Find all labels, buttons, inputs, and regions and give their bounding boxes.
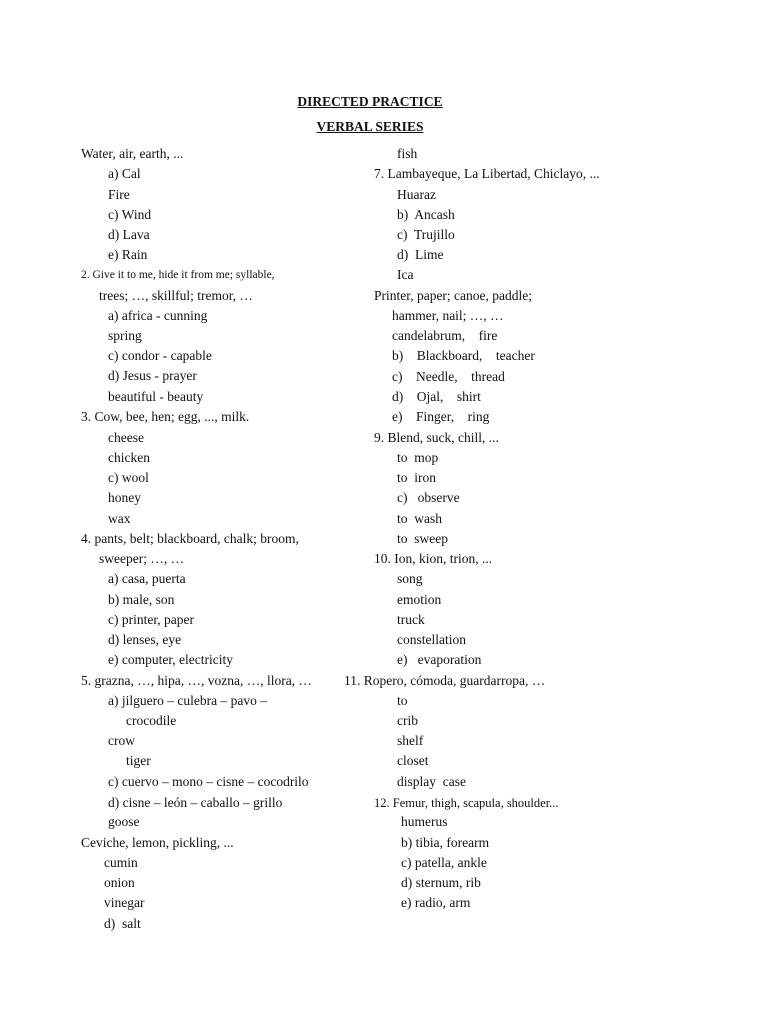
left-column-line: a) africa - cunning bbox=[108, 308, 208, 323]
right-column-line: constellation bbox=[397, 632, 466, 647]
right-column-line: 12. Femur, thigh, scapula, shoulder... bbox=[374, 796, 559, 810]
left-column-line: Fire bbox=[108, 187, 130, 202]
right-column-line: 11. Ropero, cómoda, guardarropa, … bbox=[344, 673, 546, 688]
right-column-line: e) evaporation bbox=[397, 652, 482, 667]
left-column-line: c) printer, paper bbox=[108, 612, 195, 627]
left-column-line: c) cuervo – mono – cisne – cocodrilo bbox=[108, 774, 309, 789]
right-column-line: b) Blackboard, teacher bbox=[392, 348, 535, 363]
right-column-line: d) Lime bbox=[397, 247, 444, 262]
left-column-line: c) condor - capable bbox=[108, 348, 212, 363]
left-column-line: b) male, son bbox=[108, 592, 175, 607]
right-column-line: d) sternum, rib bbox=[401, 875, 481, 890]
left-column-line: a) Cal bbox=[108, 166, 141, 181]
right-column-line: closet bbox=[397, 753, 429, 768]
left-column-line: c) Wind bbox=[108, 207, 152, 222]
right-column-line: candelabrum, fire bbox=[392, 328, 498, 343]
left-column-line: d) Lava bbox=[108, 227, 150, 242]
left-column-line: cheese bbox=[108, 430, 144, 445]
left-column-line: 2. Give it to me, hide it from me; syllable, bbox=[81, 269, 275, 281]
right-column-line: c) patella, ankle bbox=[401, 855, 487, 870]
right-column-line: c) Needle, thread bbox=[392, 369, 505, 384]
left-column-line: wax bbox=[108, 511, 131, 526]
right-column-line: humerus bbox=[401, 814, 448, 829]
left-column-line: c) wool bbox=[108, 470, 149, 485]
left-column-line: Water, air, earth, ... bbox=[81, 146, 184, 161]
right-column-line: to iron bbox=[397, 470, 436, 485]
right-column-line: Huaraz bbox=[397, 187, 436, 202]
left-column-line: crow bbox=[108, 733, 135, 748]
right-column-line: b) tibia, forearm bbox=[401, 835, 490, 850]
left-column-line: d) salt bbox=[104, 916, 141, 931]
left-column-line: vinegar bbox=[104, 895, 145, 910]
left-column-line: sweeper; …, … bbox=[99, 551, 185, 566]
right-column-line: shelf bbox=[397, 733, 424, 748]
left-column-line: d) cisne – león – caballo – grillo bbox=[108, 795, 283, 810]
left-column-line: e) Rain bbox=[108, 247, 148, 262]
left-column-line: Ceviche, lemon, pickling, ... bbox=[81, 835, 234, 850]
left-column-line: 5. grazna, …, hipa, …, vozna, …, llora, … bbox=[81, 673, 312, 688]
left-column-line: chicken bbox=[108, 450, 150, 465]
left-column-line: honey bbox=[108, 490, 141, 505]
right-column-line: truck bbox=[397, 612, 425, 627]
right-column-line: to sweep bbox=[397, 531, 448, 546]
left-column-line: goose bbox=[108, 814, 140, 829]
right-column-line: to wash bbox=[397, 511, 442, 526]
left-column-line: e) computer, electricity bbox=[108, 652, 234, 667]
left-column-line: crocodile bbox=[126, 713, 177, 728]
left-column-line: 4. pants, belt; blackboard, chalk; broom, bbox=[81, 531, 299, 546]
right-column-line: Printer, paper; canoe, paddle; bbox=[374, 288, 533, 303]
right-column-line: c) observe bbox=[397, 490, 460, 505]
right-column-line: to bbox=[397, 693, 408, 708]
right-column-line: 7. Lambayeque, La Libertad, Chiclayo, ... bbox=[374, 166, 600, 181]
right-column-line: hammer, nail; …, … bbox=[392, 308, 504, 323]
left-column-line: 3. Cow, bee, hen; egg, ..., milk. bbox=[81, 409, 250, 424]
left-column-line: onion bbox=[104, 875, 135, 890]
right-column-line: e) radio, arm bbox=[401, 895, 471, 910]
right-column-line: song bbox=[397, 571, 423, 586]
right-column-line: 10. Ion, kion, trion, ... bbox=[374, 551, 493, 566]
left-column-line: d) Jesus - prayer bbox=[108, 368, 197, 383]
right-column-line: display case bbox=[397, 774, 466, 789]
left-column-line: cumin bbox=[104, 855, 138, 870]
left-column-line: spring bbox=[108, 328, 142, 343]
right-column-line: crib bbox=[397, 713, 418, 728]
right-column-line: emotion bbox=[397, 592, 442, 607]
left-column-line: d) lenses, eye bbox=[108, 632, 182, 647]
left-column-line: a) casa, puerta bbox=[108, 571, 186, 586]
left-column-line: tiger bbox=[126, 753, 151, 768]
right-column-line: b) Ancash bbox=[397, 207, 455, 222]
right-column-line: 9. Blend, suck, chill, ... bbox=[374, 430, 499, 445]
page-subtitle: VERBAL SERIES bbox=[316, 119, 424, 134]
right-column-line: Ica bbox=[397, 267, 414, 282]
right-column-line: fish bbox=[397, 146, 418, 161]
page-title: DIRECTED PRACTICE bbox=[297, 94, 443, 109]
left-column-line: trees; …, skillful; tremor, … bbox=[99, 288, 253, 303]
left-column-line: beautiful - beauty bbox=[108, 389, 204, 404]
right-column-line: c) Trujillo bbox=[397, 227, 455, 242]
right-column-line: to mop bbox=[397, 450, 439, 465]
right-column-line: e) Finger, ring bbox=[392, 409, 490, 424]
left-column-line: a) jilguero – culebra – pavo – bbox=[108, 693, 267, 708]
right-column-line: d) Ojal, shirt bbox=[392, 389, 481, 404]
